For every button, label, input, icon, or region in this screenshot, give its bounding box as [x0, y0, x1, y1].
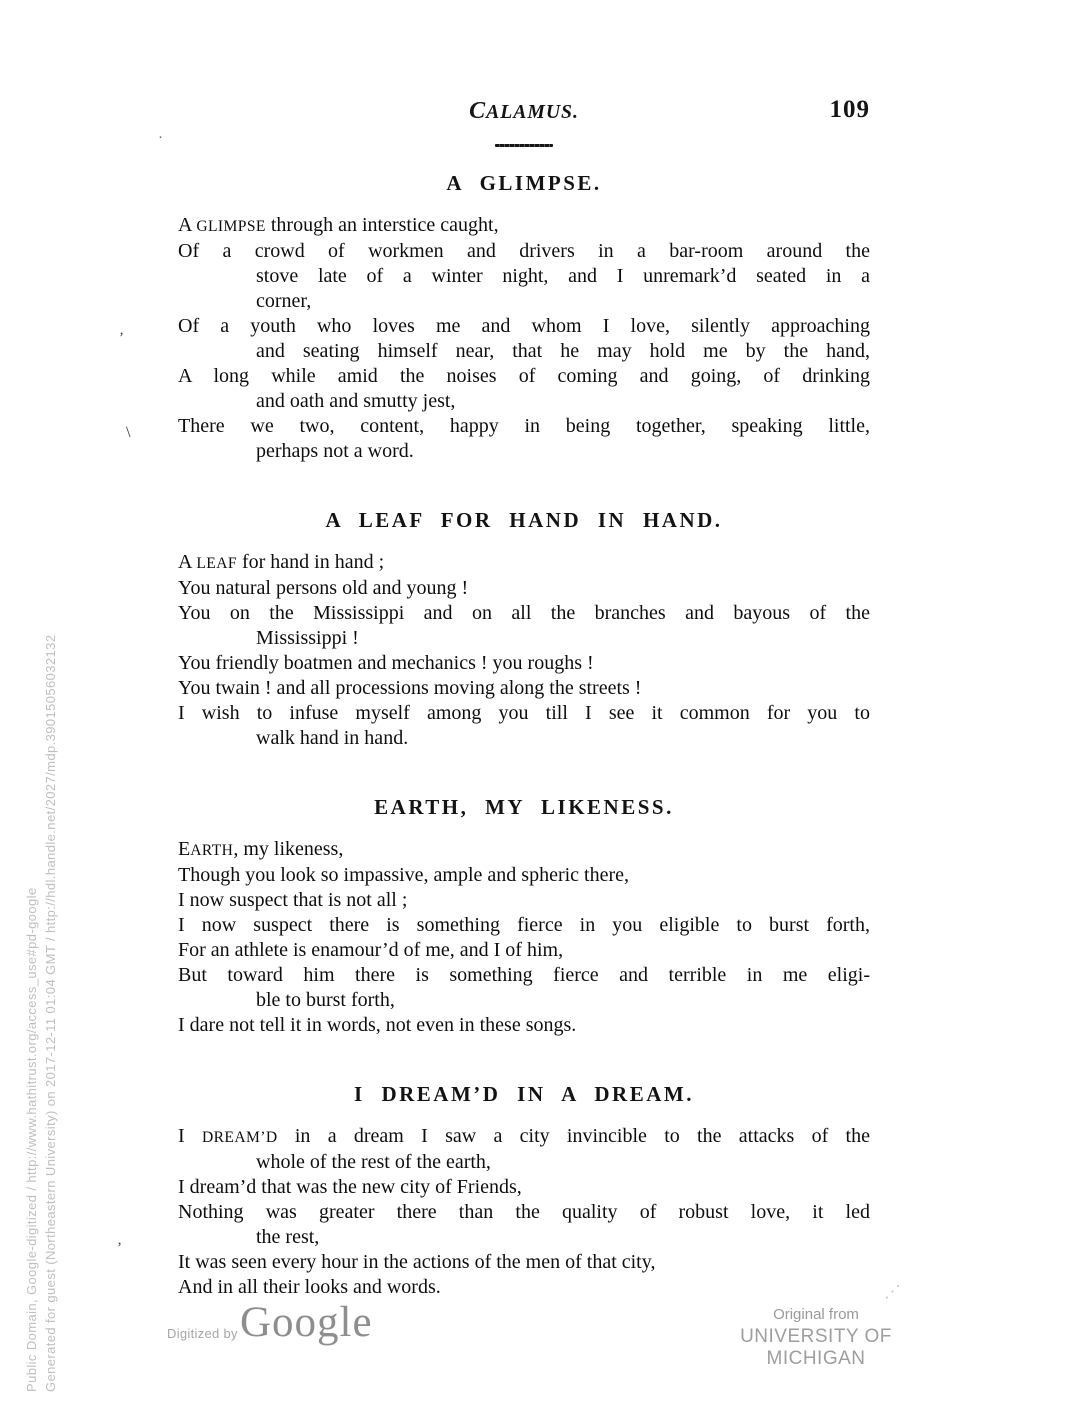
poem-line — [178, 550, 870, 576]
running-head-lead: C — [469, 98, 487, 124]
scan-artifact: \ — [126, 424, 131, 441]
poem-line: Of a youth who loves me and whom I love, silently approaching — [178, 315, 870, 337]
google-logo: Google — [240, 1299, 373, 1346]
scan-artifact: · — [158, 130, 163, 146]
poem-line: and seating himself near, that he may hold me by the hand, — [256, 340, 870, 362]
hathitrust-watermark — [22, 452, 60, 1392]
poem-line: corner, — [256, 290, 312, 312]
poem-line: perhaps not a word. — [256, 440, 414, 462]
poem-line: I dream’d that was the new city of Friends, — [178, 1176, 522, 1198]
poem-line: It was seen every hour in the actions of the men of that city, — [178, 1251, 656, 1273]
origin-block — [690, 1306, 942, 1370]
poem-line — [178, 1124, 870, 1150]
poem-line: You twain ! and all processions moving along the streets ! — [178, 677, 642, 699]
poem-line: A long while amid the noises of coming and going, of drinking — [178, 365, 870, 387]
running-head-rest: ALAMUS. — [486, 101, 579, 123]
smallcaps-text: LEAF — [196, 555, 237, 572]
poem-line: Though you look so impassive, ample and spheric there, — [178, 864, 630, 886]
running-head — [178, 98, 870, 125]
poem-line — [178, 213, 870, 239]
poem-line: Of a crowd of workmen and drivers in a bar-room around the — [178, 240, 870, 262]
poem-line: stove late of a winter night, and I unremark’d seated in a — [256, 265, 870, 287]
poem-section — [178, 171, 870, 464]
watermark-generated-line: Generated for guest (Northeastern University) on 2017-12-11 01:04 GMT / http://hdl.handle.net/2027/mdp.39015056032132 — [43, 634, 58, 1392]
digitized-by-label: Digitized by — [167, 1326, 238, 1341]
poem-line: You friendly boatmen and mechanics ! you roughs ! — [178, 652, 594, 674]
poem-line: You natural persons old and young ! — [178, 577, 469, 599]
scan-artifact: ’ — [117, 1240, 122, 1256]
scan-artifact: ’ — [119, 330, 124, 346]
poem-line: and oath and smutty jest, — [256, 390, 456, 412]
institution-label: UNIVERSITY OF MICHIGAN — [740, 1326, 892, 1369]
poem-title: EARTH, MY LIKENESS. — [374, 795, 674, 819]
line-text: E — [178, 838, 191, 860]
poem-line: Mississippi ! — [256, 627, 359, 649]
poem-line — [178, 837, 870, 863]
line-text: I — [178, 1125, 202, 1147]
poem-title: A GLIMPSE. — [446, 171, 602, 195]
watermark-public-domain-line: Public Domain, Google-digitized / http://www.hathitrust.org/access_use#pd-google — [24, 887, 39, 1392]
line-text: , my likeness, — [233, 838, 344, 860]
smallcaps-text: GLIMPSE — [196, 218, 266, 235]
poem-line: I now suspect that is not all ; — [178, 889, 408, 911]
page-content — [178, 98, 870, 1300]
scan-artifact: ⋰ — [884, 1282, 901, 1301]
poem-line: You on the Mississippi and on all the branches and bayous of the — [178, 602, 870, 624]
poem-line: the rest, — [256, 1226, 320, 1248]
poem-title: I DREAM’D IN A DREAM. — [354, 1082, 694, 1106]
poem-line: I wish to infuse myself among you till I see it common for you to — [178, 702, 870, 724]
page-number: 109 — [829, 96, 870, 123]
smallcaps-text: ARTH — [190, 842, 234, 859]
line-text: A — [178, 214, 197, 236]
line-text: for hand in hand ; — [236, 551, 385, 573]
line-text: in a dream I saw a city invincible to the attacks of the — [277, 1125, 870, 1147]
poem-line: Nothing was greater there than the quality of robust love, it led — [178, 1201, 870, 1223]
poem-line: I dare not tell it in words, not even in these songs. — [178, 1014, 577, 1036]
original-from-label: Original from — [773, 1306, 859, 1323]
poems — [178, 171, 870, 1300]
line-text: through an interstice caught, — [265, 214, 499, 236]
line-text: A — [178, 551, 197, 573]
poem-line: I now suspect there is something fierce in you eligible to burst forth, — [178, 914, 870, 936]
poem-line: For an athlete is enamour’d of me, and I of him, — [178, 939, 564, 961]
poem-line: whole of the rest of the earth, — [256, 1151, 491, 1173]
page-header — [178, 98, 870, 132]
poem-section — [178, 795, 870, 1038]
poem-line: walk hand in hand. — [256, 727, 409, 749]
header-rule — [495, 144, 553, 147]
poem-line: But toward him there is something fierce and terrible in me eligi- — [178, 964, 870, 986]
poem-line: And in all their looks and words. — [178, 1276, 441, 1298]
poem-line: ble to burst forth, — [256, 989, 395, 1011]
poem-title: A LEAF FOR HAND IN HAND. — [325, 508, 723, 532]
poem-line: There we two, content, happy in being together, speaking little, — [178, 415, 870, 437]
poem-section — [178, 1082, 870, 1300]
poem-section — [178, 508, 870, 751]
smallcaps-text: DREAM’D — [201, 1129, 278, 1146]
